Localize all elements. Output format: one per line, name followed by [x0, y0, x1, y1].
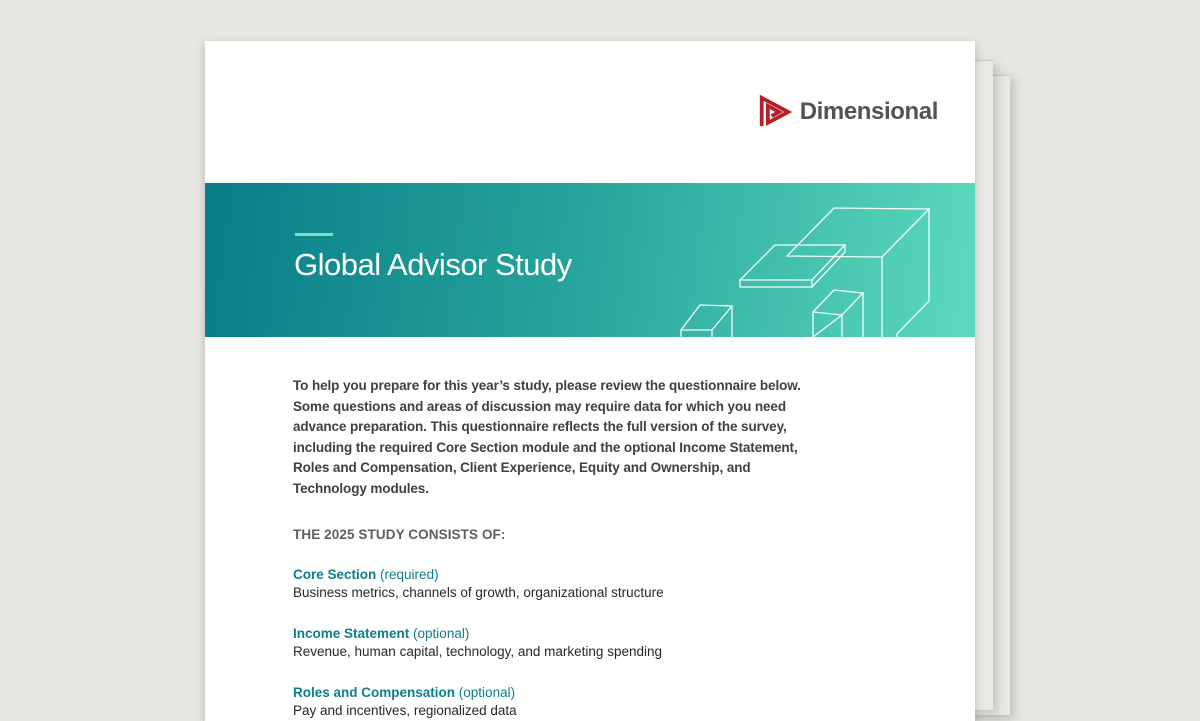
module-heading: [293, 566, 975, 584]
module-qualifier: (optional): [413, 626, 470, 642]
document-page: [205, 41, 975, 721]
brand-wordmark: Dimensional: [799, 98, 938, 125]
module-description: Pay and incentives, regionalized data: [293, 703, 517, 719]
module-item-income-statement: [293, 625, 975, 660]
module-description: Revenue, human capital, technology, and marketing spending: [293, 644, 662, 660]
module-name: Income Statement: [293, 626, 410, 642]
dimensional-prism-icon: [757, 95, 791, 129]
module-item-core-section: [293, 566, 975, 601]
brand-logo: [757, 95, 938, 129]
accent-line: [295, 233, 333, 236]
module-description: Business metrics, channels of growth, organizational structure: [293, 585, 664, 601]
document-header: [205, 41, 975, 183]
consists-heading: THE 2025 STUDY CONSISTS OF:: [293, 527, 506, 543]
module-heading: [293, 625, 975, 643]
module-qualifier: (required): [380, 567, 439, 583]
module-name: Core Section: [293, 567, 377, 583]
module-qualifier: (optional): [458, 685, 516, 701]
wireframe-cubes-graphic: [660, 183, 975, 337]
title-banner: [205, 183, 975, 337]
page-title: Global Advisor Study: [294, 247, 572, 282]
module-name: Roles and Compensation: [293, 685, 456, 701]
intro-paragraph: To help you prepare for this year’s study, please review the questionnaire below. Some questions and areas of discussion may require data for which you need advance preparation. This questionnaire reflects the full version of the survey, including the required Core Section module and the optional Income Statement, Roles and Compensation, Client Experience, Equity and Ownership, and Technology modules.: [293, 378, 801, 496]
document-body: [205, 337, 975, 719]
module-item-roles-compensation: [293, 684, 975, 719]
module-heading: [293, 684, 975, 702]
